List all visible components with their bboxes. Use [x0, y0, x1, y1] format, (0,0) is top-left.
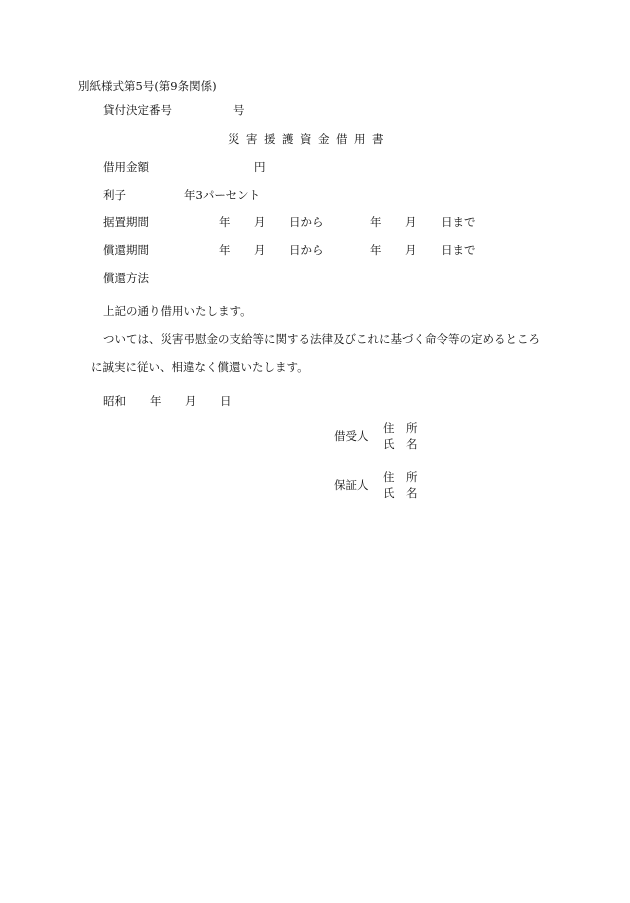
borrower-name-label: 氏 名: [383, 437, 418, 451]
deferment-to-month: 月: [405, 215, 417, 229]
repayment-from-month: 月: [254, 243, 266, 257]
repayment-method-label: 償還方法: [103, 271, 149, 285]
date-day: 日: [220, 394, 232, 408]
borrower-label: 借受人: [334, 429, 369, 443]
guarantor-name-label: 氏 名: [383, 486, 418, 500]
date-year: 年: [150, 394, 162, 408]
deferment-to-year: 年: [370, 215, 382, 229]
document-title: 災害援護資金借用書: [228, 132, 390, 146]
form-heading: 別紙様式第5号(第9条関係): [78, 79, 217, 93]
deferment-from-month: 月: [254, 215, 266, 229]
guarantor-address-label: 住 所: [383, 470, 418, 484]
repayment-from-day: 日から: [289, 243, 324, 257]
deferment-from-year: 年: [219, 215, 231, 229]
deferment-to-day: 日まで: [441, 215, 476, 229]
repayment-to-year: 年: [370, 243, 382, 257]
decision-number-suffix: 号: [233, 103, 245, 117]
date-era: 昭和: [103, 394, 126, 408]
deferment-period-label: 据置期間: [103, 215, 149, 229]
body-line-3: に誠実に従い、相違なく償還いたします。: [91, 360, 309, 374]
repayment-to-day: 日まで: [441, 243, 476, 257]
deferment-from-day: 日から: [289, 215, 324, 229]
interest-label: 利子: [103, 188, 126, 202]
guarantor-label: 保証人: [334, 478, 369, 492]
loan-amount-label: 借用金額: [103, 160, 149, 174]
body-line-2: ついては、災害弔慰金の支給等に関する法律及びこれに基づく命令等の定めるところ: [103, 332, 540, 346]
date-month: 月: [185, 394, 197, 408]
repayment-to-month: 月: [405, 243, 417, 257]
repayment-from-year: 年: [219, 243, 231, 257]
interest-value: 年3パーセント: [184, 188, 261, 202]
loan-amount-unit: 円: [254, 160, 266, 174]
body-line-1: 上記の通り借用いたします。: [103, 304, 252, 318]
borrower-address-label: 住 所: [383, 421, 418, 435]
decision-number-label: 貸付決定番号: [103, 103, 172, 117]
repayment-period-label: 償還期間: [103, 243, 149, 257]
